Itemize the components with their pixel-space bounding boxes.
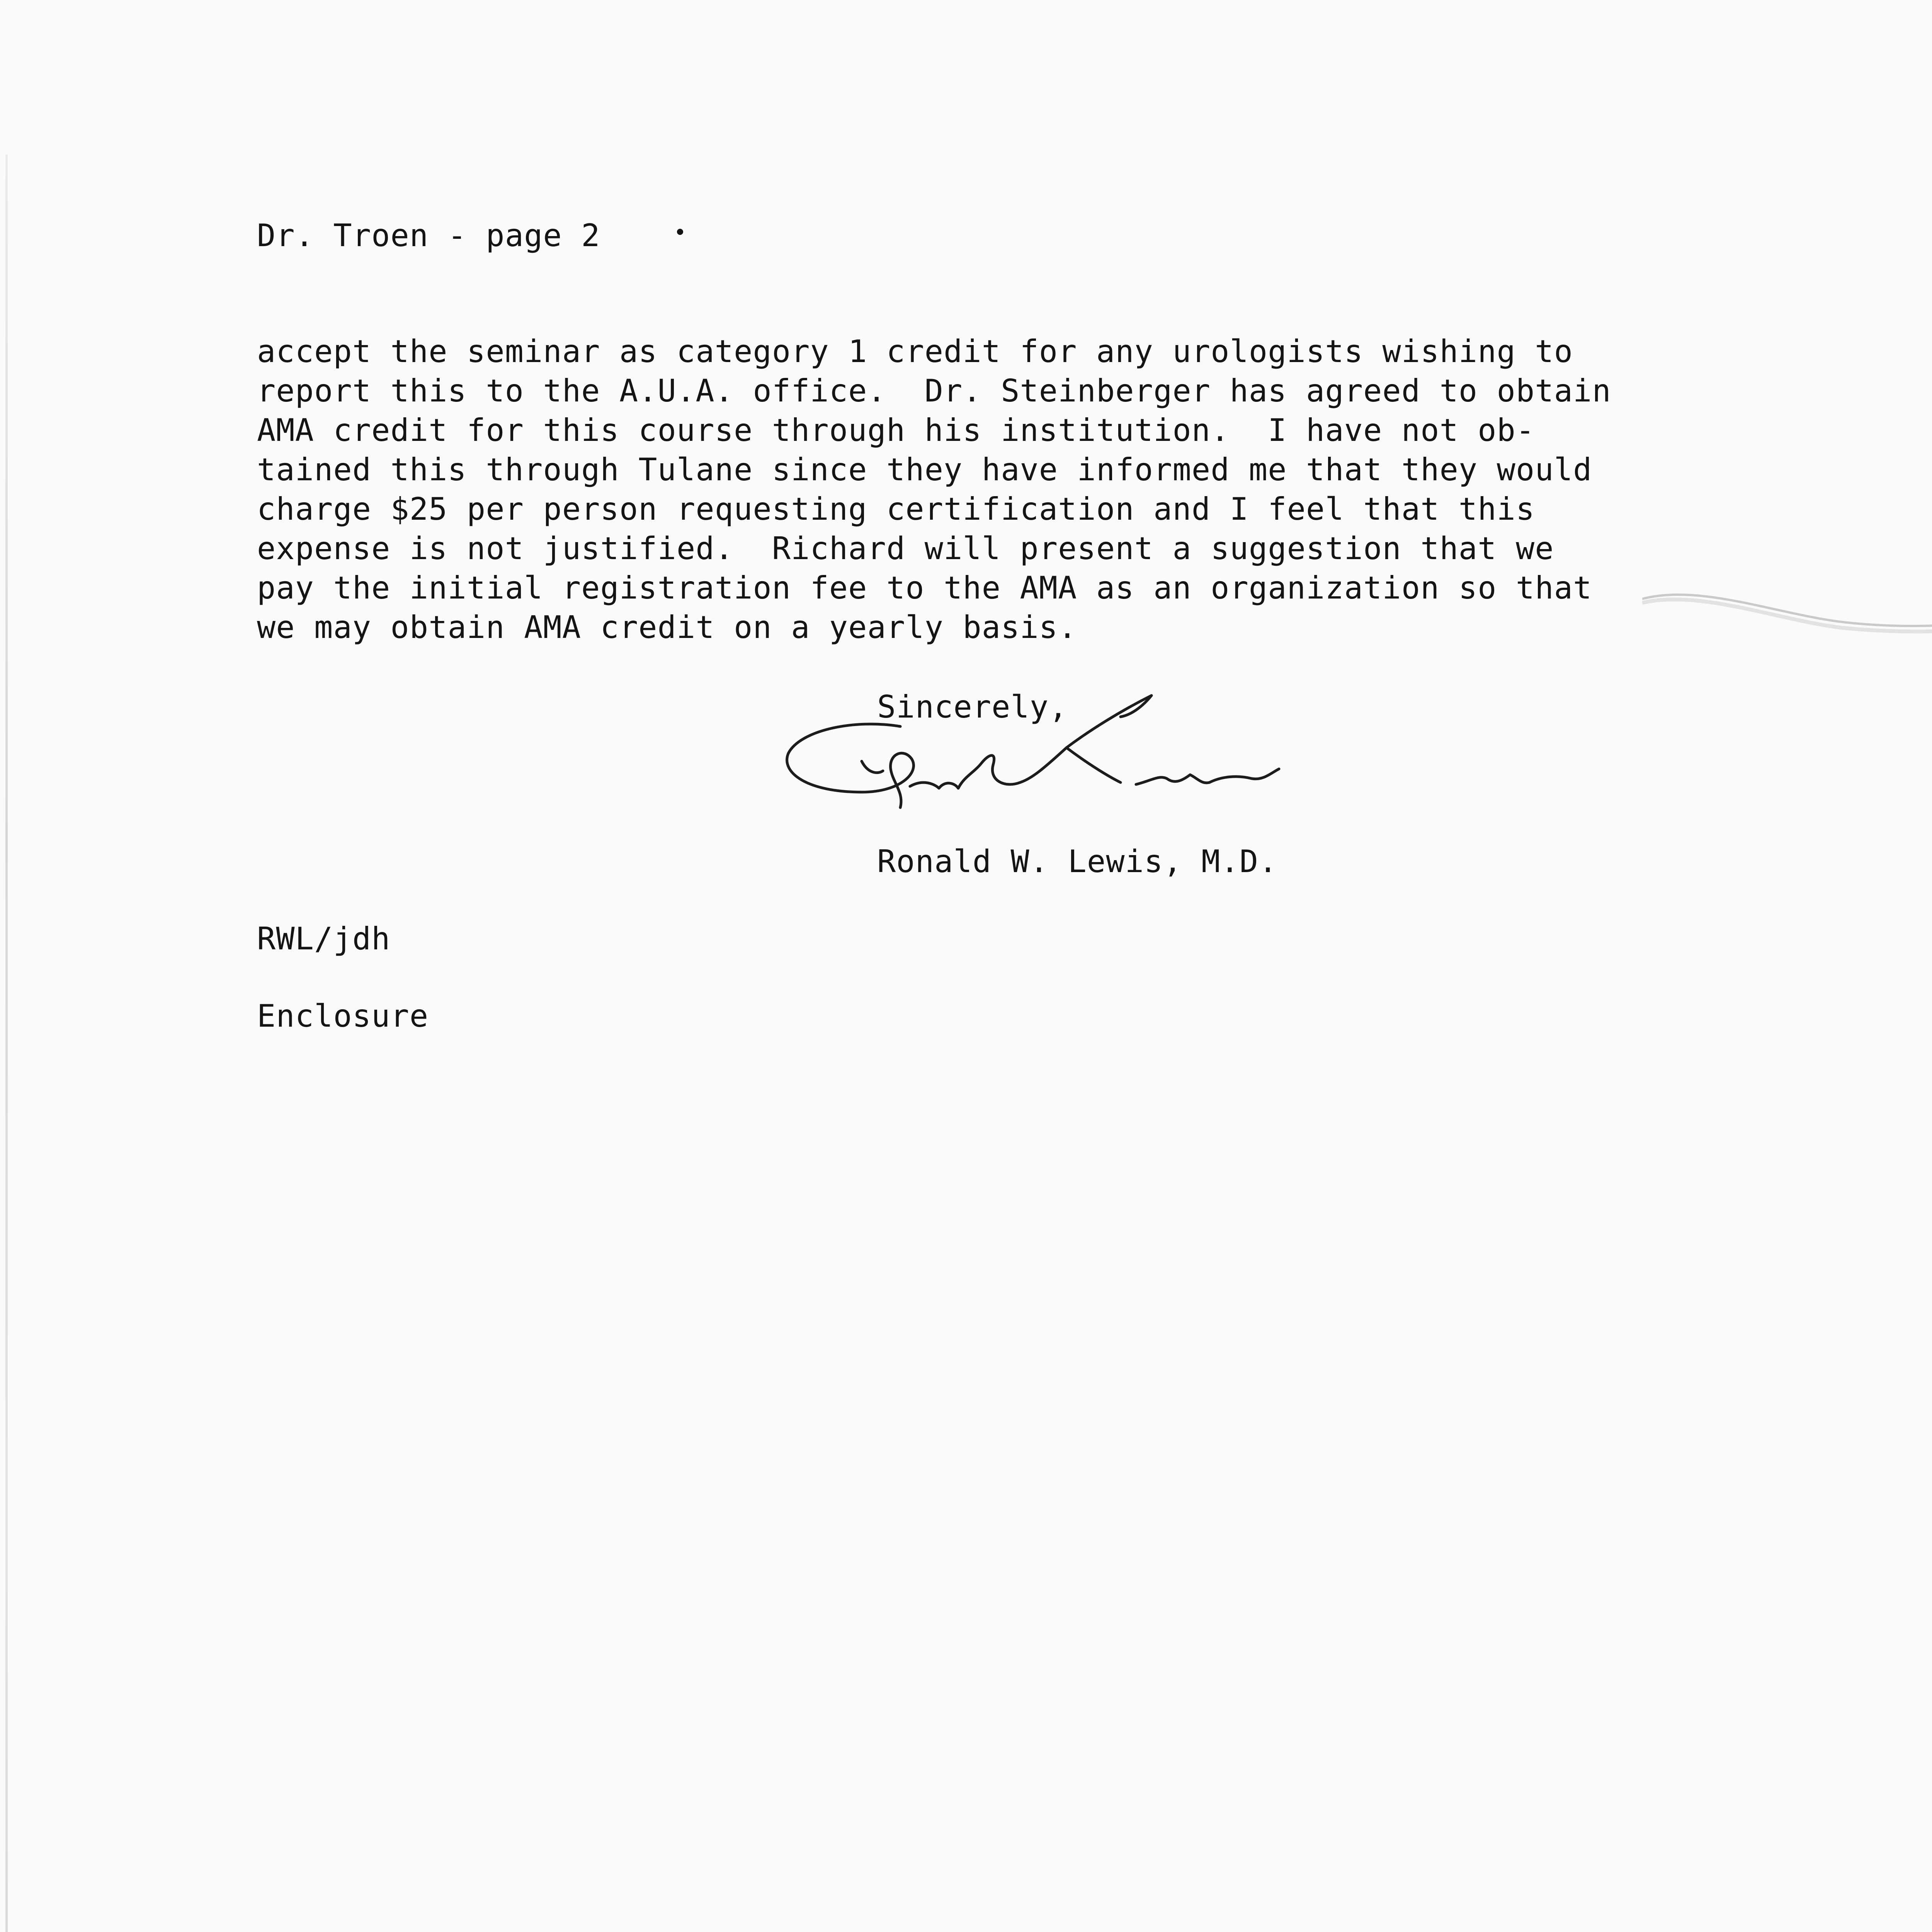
body-line-1: accept the seminar as category 1 credit for any urologists wishing to	[257, 333, 1573, 369]
body-line-8: we may obtain AMA credit on a yearly basis.	[257, 609, 1077, 645]
page-header: Dr. Troen - page 2	[257, 218, 600, 253]
bullet-mark	[677, 229, 683, 235]
closing-salutation: Sincerely,	[877, 689, 1068, 725]
body-line-6: expense is not justified. Richard will present a suggestion that we	[257, 531, 1554, 566]
body-line-7: pay the initial registration fee to the AMA as an organization so that	[257, 570, 1592, 606]
body-line-3: AMA credit for this course through his institution. I have not ob-	[257, 412, 1535, 448]
page-left-edge-shadow	[5, 155, 8, 1932]
handwritten-signature	[773, 676, 1306, 838]
body-line-2: report this to the A.U.A. office. Dr. Steinberger has agreed to obtain	[257, 373, 1611, 409]
body-line-4: tained this through Tulane since they have informed me that they would	[257, 452, 1592, 488]
body-line-5: charge $25 per person requesting certification and I feel that this	[257, 491, 1535, 527]
enclosure-note: Enclosure	[257, 998, 429, 1034]
typist-initials: RWL/jdh	[257, 921, 391, 957]
signer-name: Ronald W. Lewis, M.D.	[877, 844, 1278, 879]
paper-crease	[1642, 572, 1932, 638]
